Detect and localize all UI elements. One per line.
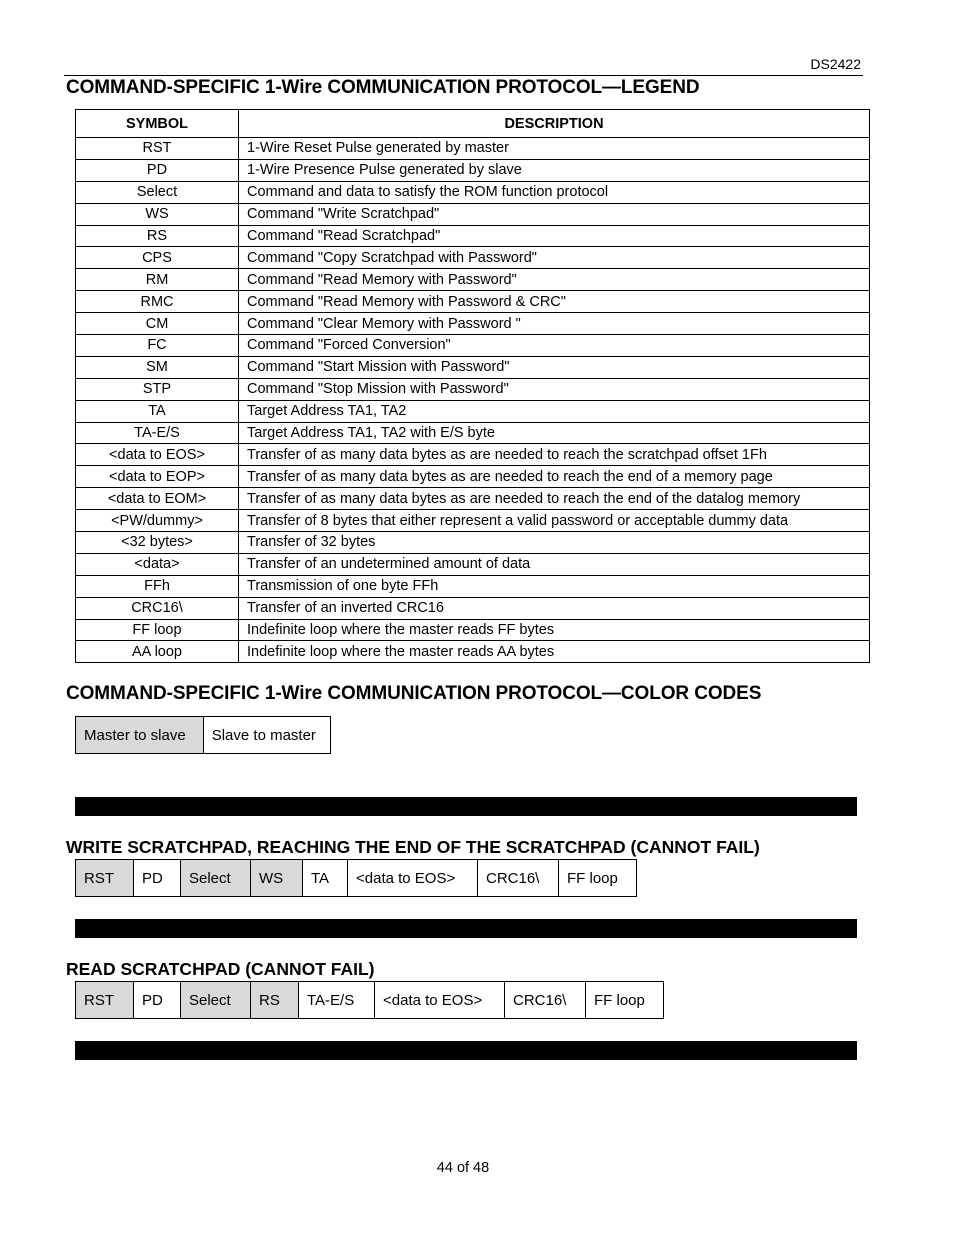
legend-description: Indefinite loop where the master reads FF bytes [239,619,870,641]
legend-symbol: PD [76,159,239,181]
legend-symbol: <data to EOM> [76,488,239,510]
sequence-cell: PD [134,982,181,1019]
legend-description: Transfer of as many data bytes as are needed to reach the scratchpad offset 1Fh [239,444,870,466]
sequence-cell: Select [181,982,251,1019]
write-scratchpad-sequence [75,859,637,897]
legend-description: Indefinite loop where the master reads AA bytes [239,641,870,663]
legend-row [76,247,870,269]
legend-description: Command "Stop Mission with Password" [239,378,870,400]
color-codes-table [75,716,331,754]
legend-table [75,109,870,663]
color-codes-title: COMMAND-SPECIFIC 1-Wire COMMUNICATION PROTOCOL—COLOR CODES [66,683,762,704]
legend-symbol: RST [76,138,239,160]
sequence-cell: RST [76,860,134,897]
legend-description: Transfer of an inverted CRC16 [239,597,870,619]
legend-description: Transfer of as many data bytes as are needed to reach the end of a memory page [239,466,870,488]
legend-row [76,335,870,357]
legend-description: Command "Copy Scratchpad with Password" [239,247,870,269]
legend-symbol: WS [76,203,239,225]
legend-symbol: <data> [76,553,239,575]
legend-symbol: <data to EOS> [76,444,239,466]
header-rule [64,75,863,76]
sequence-cell: TA-E/S [299,982,375,1019]
write-scratchpad-title: WRITE SCRATCHPAD, REACHING THE END OF THE SCRATCHPAD (CANNOT FAIL) [66,837,760,857]
legend-row [76,400,870,422]
legend-symbol: FF loop [76,619,239,641]
legend-description: Command "Clear Memory with Password " [239,313,870,335]
legend-symbol: RM [76,269,239,291]
legend-row [76,510,870,532]
legend-description: Transfer of an undetermined amount of data [239,553,870,575]
legend-row [76,313,870,335]
legend-symbol: Select [76,181,239,203]
sequence-cell: TA [303,860,348,897]
legend-symbol: <32 bytes> [76,532,239,554]
legend-symbol: TA [76,400,239,422]
legend-description: Command "Read Scratchpad" [239,225,870,247]
sequence-cell: PD [134,860,181,897]
legend-row [76,532,870,554]
sequence-cell: <data to EOS> [375,982,505,1019]
legend-row [76,225,870,247]
legend-row [76,597,870,619]
sequence-cell: FF loop [586,982,664,1019]
legend-description: 1-Wire Reset Pulse generated by master [239,138,870,160]
legend-symbol: <data to EOP> [76,466,239,488]
legend-row [76,203,870,225]
sequence-cell: CRC16\ [478,860,559,897]
legend-row [76,181,870,203]
legend-row [76,269,870,291]
legend-symbol: TA-E/S [76,422,239,444]
legend-row [76,291,870,313]
legend-description: Transmission of one byte FFh [239,575,870,597]
legend-row [76,138,870,160]
document-id: DS2422 [810,56,861,72]
legend-description: 1-Wire Presence Pulse generated by slave [239,159,870,181]
separator-bar [75,919,857,938]
description-column-header: DESCRIPTION [239,110,870,138]
legend-row [76,444,870,466]
read-scratchpad-title: READ SCRATCHPAD (CANNOT FAIL) [66,959,375,979]
legend-symbol: STP [76,378,239,400]
legend-symbol: <PW/dummy> [76,510,239,532]
sequence-cell: Select [181,860,251,897]
legend-symbol: CPS [76,247,239,269]
legend-symbol: CM [76,313,239,335]
legend-symbol: RS [76,225,239,247]
page-number: 44 of 48 [436,1160,490,1176]
legend-row [76,488,870,510]
legend-description: Command "Read Memory with Password" [239,269,870,291]
sequence-cell: RS [251,982,299,1019]
legend-row [76,356,870,378]
master-to-slave-swatch: Master to slave [76,717,204,754]
legend-description: Transfer of as many data bytes as are needed to reach the end of the datalog memory [239,488,870,510]
sequence-cell: RST [76,982,134,1019]
legend-row [76,378,870,400]
legend-title: COMMAND-SPECIFIC 1-Wire COMMUNICATION PROTOCOL—LEGEND [66,77,700,98]
legend-symbol: FFh [76,575,239,597]
legend-description: Command "Forced Conversion" [239,335,870,357]
sequence-cell: <data to EOS> [348,860,478,897]
read-scratchpad-sequence [75,981,664,1019]
legend-description: Transfer of 32 bytes [239,532,870,554]
legend-header-row [76,110,870,138]
separator-bar [75,797,857,816]
legend-row [76,159,870,181]
legend-symbol: FC [76,335,239,357]
legend-row [76,641,870,663]
legend-row [76,422,870,444]
sequence-cell: CRC16\ [505,982,586,1019]
legend-row [76,553,870,575]
legend-description: Target Address TA1, TA2 with E/S byte [239,422,870,444]
legend-symbol: SM [76,356,239,378]
sequence-cell: FF loop [559,860,637,897]
legend-symbol: CRC16\ [76,597,239,619]
sequence-cell: WS [251,860,303,897]
separator-bar [75,1041,857,1060]
legend-description: Command "Start Mission with Password" [239,356,870,378]
legend-row [76,466,870,488]
slave-to-master-swatch: Slave to master [203,717,330,754]
legend-description: Command "Write Scratchpad" [239,203,870,225]
legend-description: Command and data to satisfy the ROM function protocol [239,181,870,203]
legend-row [76,619,870,641]
symbol-column-header: SYMBOL [76,110,239,138]
legend-description: Command "Read Memory with Password & CRC" [239,291,870,313]
legend-symbol: RMC [76,291,239,313]
legend-row [76,575,870,597]
legend-description: Transfer of 8 bytes that either represent a valid password or acceptable dummy data [239,510,870,532]
legend-symbol: AA loop [76,641,239,663]
legend-description: Target Address TA1, TA2 [239,400,870,422]
